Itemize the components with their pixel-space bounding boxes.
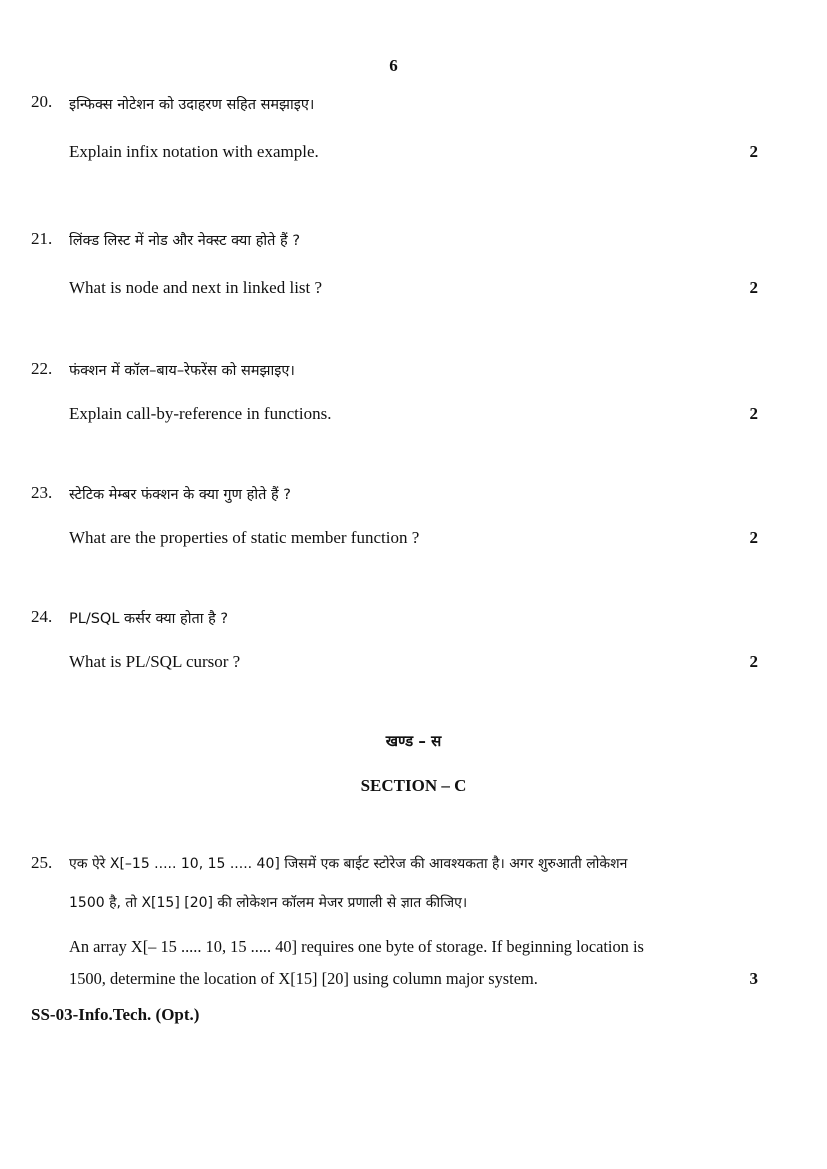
question-english: What are the properties of static member function ? — [69, 528, 420, 547]
question-english-line2: 1500, determine the location of X[15] [20] using column major system. — [69, 969, 538, 988]
question-hindi-line2: 1500 है, तो X[15] [20] की लोकेशन कॉलम मेजर प्रणाली से ज्ञात कीजिए। — [69, 895, 468, 911]
question-number: 20. — [31, 92, 53, 111]
question-hindi: फंक्शन में कॉल–बाय–रेफरेंस को समझाइए। — [69, 363, 295, 379]
question-english: What is node and next in linked list ? — [69, 278, 323, 297]
question-marks: 3 — [749, 969, 758, 988]
question-marks: 2 — [749, 404, 758, 423]
question-marks: 2 — [749, 528, 758, 547]
section-title-hindi: खण्ड – स — [385, 732, 442, 750]
question-marks: 2 — [749, 278, 758, 297]
question-english: What is PL/SQL cursor ? — [69, 652, 241, 671]
question-hindi: इन्फिक्स नोटेशन को उदाहरण सहित समझाइए। — [69, 97, 315, 113]
question-number: 22. — [31, 359, 53, 378]
question-number: 21. — [31, 229, 53, 248]
question-english: Explain infix notation with example. — [69, 142, 319, 161]
question-hindi: स्टेटिक मेम्बर फंक्शन के क्या गुण होते हैं ? — [69, 487, 291, 503]
question-english: Explain call-by-reference in functions. — [69, 404, 332, 423]
question-hindi: PL/SQL कर्सर क्या होता है ? — [69, 611, 229, 627]
paper-code: SS-03-Info.Tech. (Opt.) — [31, 1005, 200, 1024]
question-marks: 2 — [749, 652, 758, 671]
question-hindi-line1: एक ऐरे X[–15 ..... 10, 15 ..... 40] जिसमें एक बाईट स्टोरेज की आवश्यकता है। अगर शुरुआती लोकेशन — [69, 856, 628, 872]
section-title-english: SECTION – C — [360, 776, 467, 795]
question-marks: 2 — [749, 142, 758, 161]
question-number: 23. — [31, 483, 53, 502]
question-english-line1: An array X[– 15 ..... 10, 15 ..... 40] requires one byte of storage. If beginning location is — [69, 937, 644, 956]
question-number: 25. — [31, 853, 53, 872]
page-number: 6 — [389, 56, 398, 75]
question-number: 24. — [31, 607, 53, 626]
question-hindi: लिंक्ड लिस्ट में नोड और नेक्स्ट क्या होते हैं ? — [69, 233, 301, 249]
